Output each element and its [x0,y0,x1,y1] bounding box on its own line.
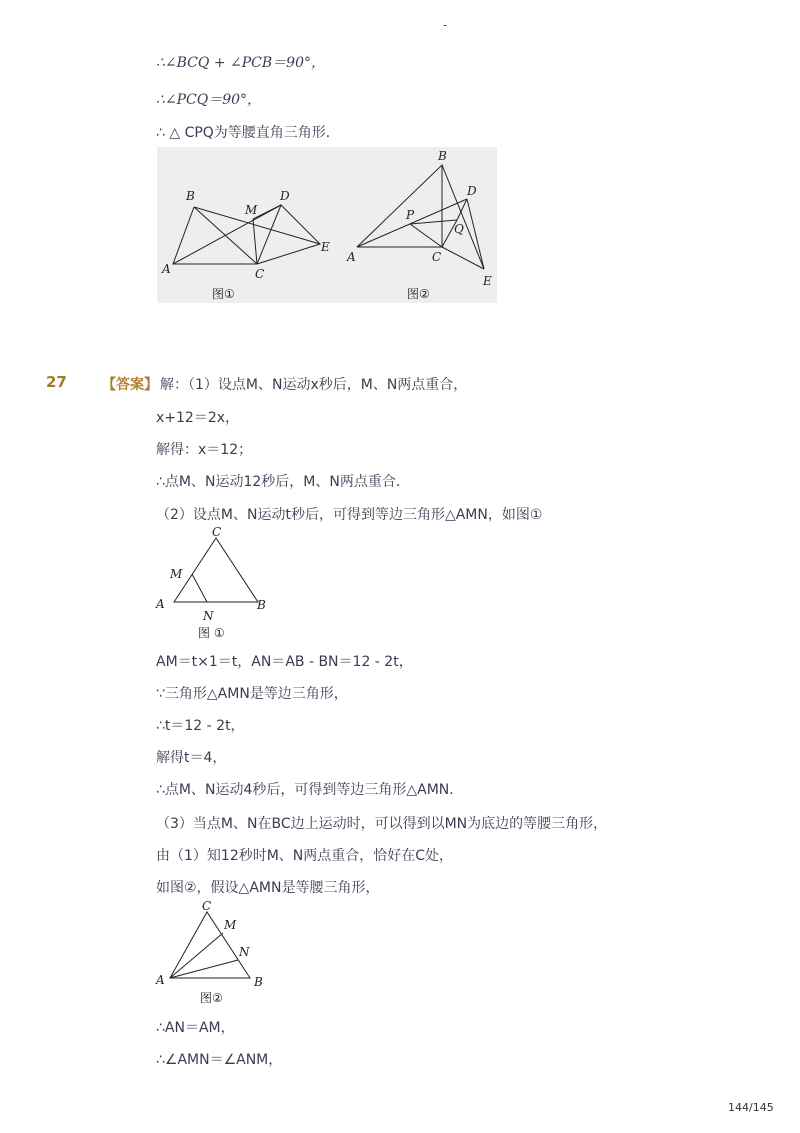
fig4-label-C: C [202,899,212,913]
solution-line-5: （2）设点M、N运动t秒后，可得到等边三角形△AMN，如图① [156,507,543,523]
figure-equilateral-triangle [150,524,280,644]
fig4-caption: 图② [200,991,223,1005]
fig3-label-B: B [257,598,266,612]
solution-line-8: ∴t＝12 - 2t， [156,718,245,734]
text-line-3: ∴ △ CPQ为等腰直角三角形． [156,125,340,141]
figure-2-geometry [357,165,484,269]
fig3-label-N: N [203,609,214,623]
page-number: 144/145 [728,1101,774,1114]
text-line-2: ∴∠PCQ＝90°， [156,92,262,108]
solution-line-15: ∴∠AMN＝∠ANM， [156,1052,283,1068]
solution-line-3: 解得：x＝12； [156,442,253,458]
figure-top-panel [157,147,497,303]
fig1-label-M: M [245,203,258,217]
header-mark: - [443,18,448,32]
fig3-caption: 图 ① [198,626,225,640]
fig3-label-M: M [170,567,183,581]
solution-line-2: x+12＝2x， [156,410,240,426]
figure-top-diagram [157,147,497,303]
isosceles-geometry [170,912,250,978]
solution-line-4: ∴点M、N运动12秒后，M、N两点重合． [156,474,410,490]
fig1-label-E: E [321,240,330,254]
solution-line-11: （3）当点M、N在BC边上运动时，可以得到以MN为底边的等腰三角形， [156,816,608,832]
fig2-caption: 图② [407,287,430,301]
solution-line-1: 解：（1）设点M、N运动x秒后，M、N两点重合， [160,377,468,393]
fig4-label-M: M [224,918,237,932]
answer-label: 【答案】 [102,377,158,393]
fig2-label-C: C [432,250,442,264]
equilateral-geometry [174,538,258,602]
fig3-label-C: C [212,525,222,539]
fig3-label-A: A [156,597,165,611]
question-number: 27 [46,373,67,391]
solution-line-9: 解得t＝4， [156,750,227,766]
fig2-label-B: B [438,149,447,163]
fig1-label-A: A [162,262,171,276]
solution-line-10: ∴点M、N运动4秒后，可得到等边三角形△AMN． [156,782,464,798]
solution-line-14: ∴AN＝AM， [156,1020,235,1036]
solution-line-13: 如图②，假设△AMN是等腰三角形， [156,880,380,896]
fig2-label-Q: Q [454,222,464,236]
fig1-label-B: B [186,189,195,203]
fig2-label-D: D [467,184,477,198]
fig4-label-A: A [156,973,165,987]
fig1-label-C: C [255,267,265,281]
figure-isosceles-triangle [150,898,280,1010]
fig4-label-N: N [239,945,250,959]
text-line-1: ∴∠BCQ + ∠PCB＝90°， [156,55,325,71]
solution-line-12: 由（1）知12秒时M、N两点重合，恰好在C处， [156,848,454,864]
fig2-label-E: E [483,274,492,288]
fig1-label-D: D [280,189,290,203]
fig2-label-A: A [347,250,356,264]
solution-line-6: AM＝t×1＝t，AN＝AB - BN＝12 - 2t， [156,654,413,670]
fig4-label-B: B [254,975,263,989]
solution-line-7: ∵三角形△AMN是等边三角形， [156,686,348,702]
fig2-label-P: P [406,208,415,222]
fig1-caption: 图① [212,287,235,301]
